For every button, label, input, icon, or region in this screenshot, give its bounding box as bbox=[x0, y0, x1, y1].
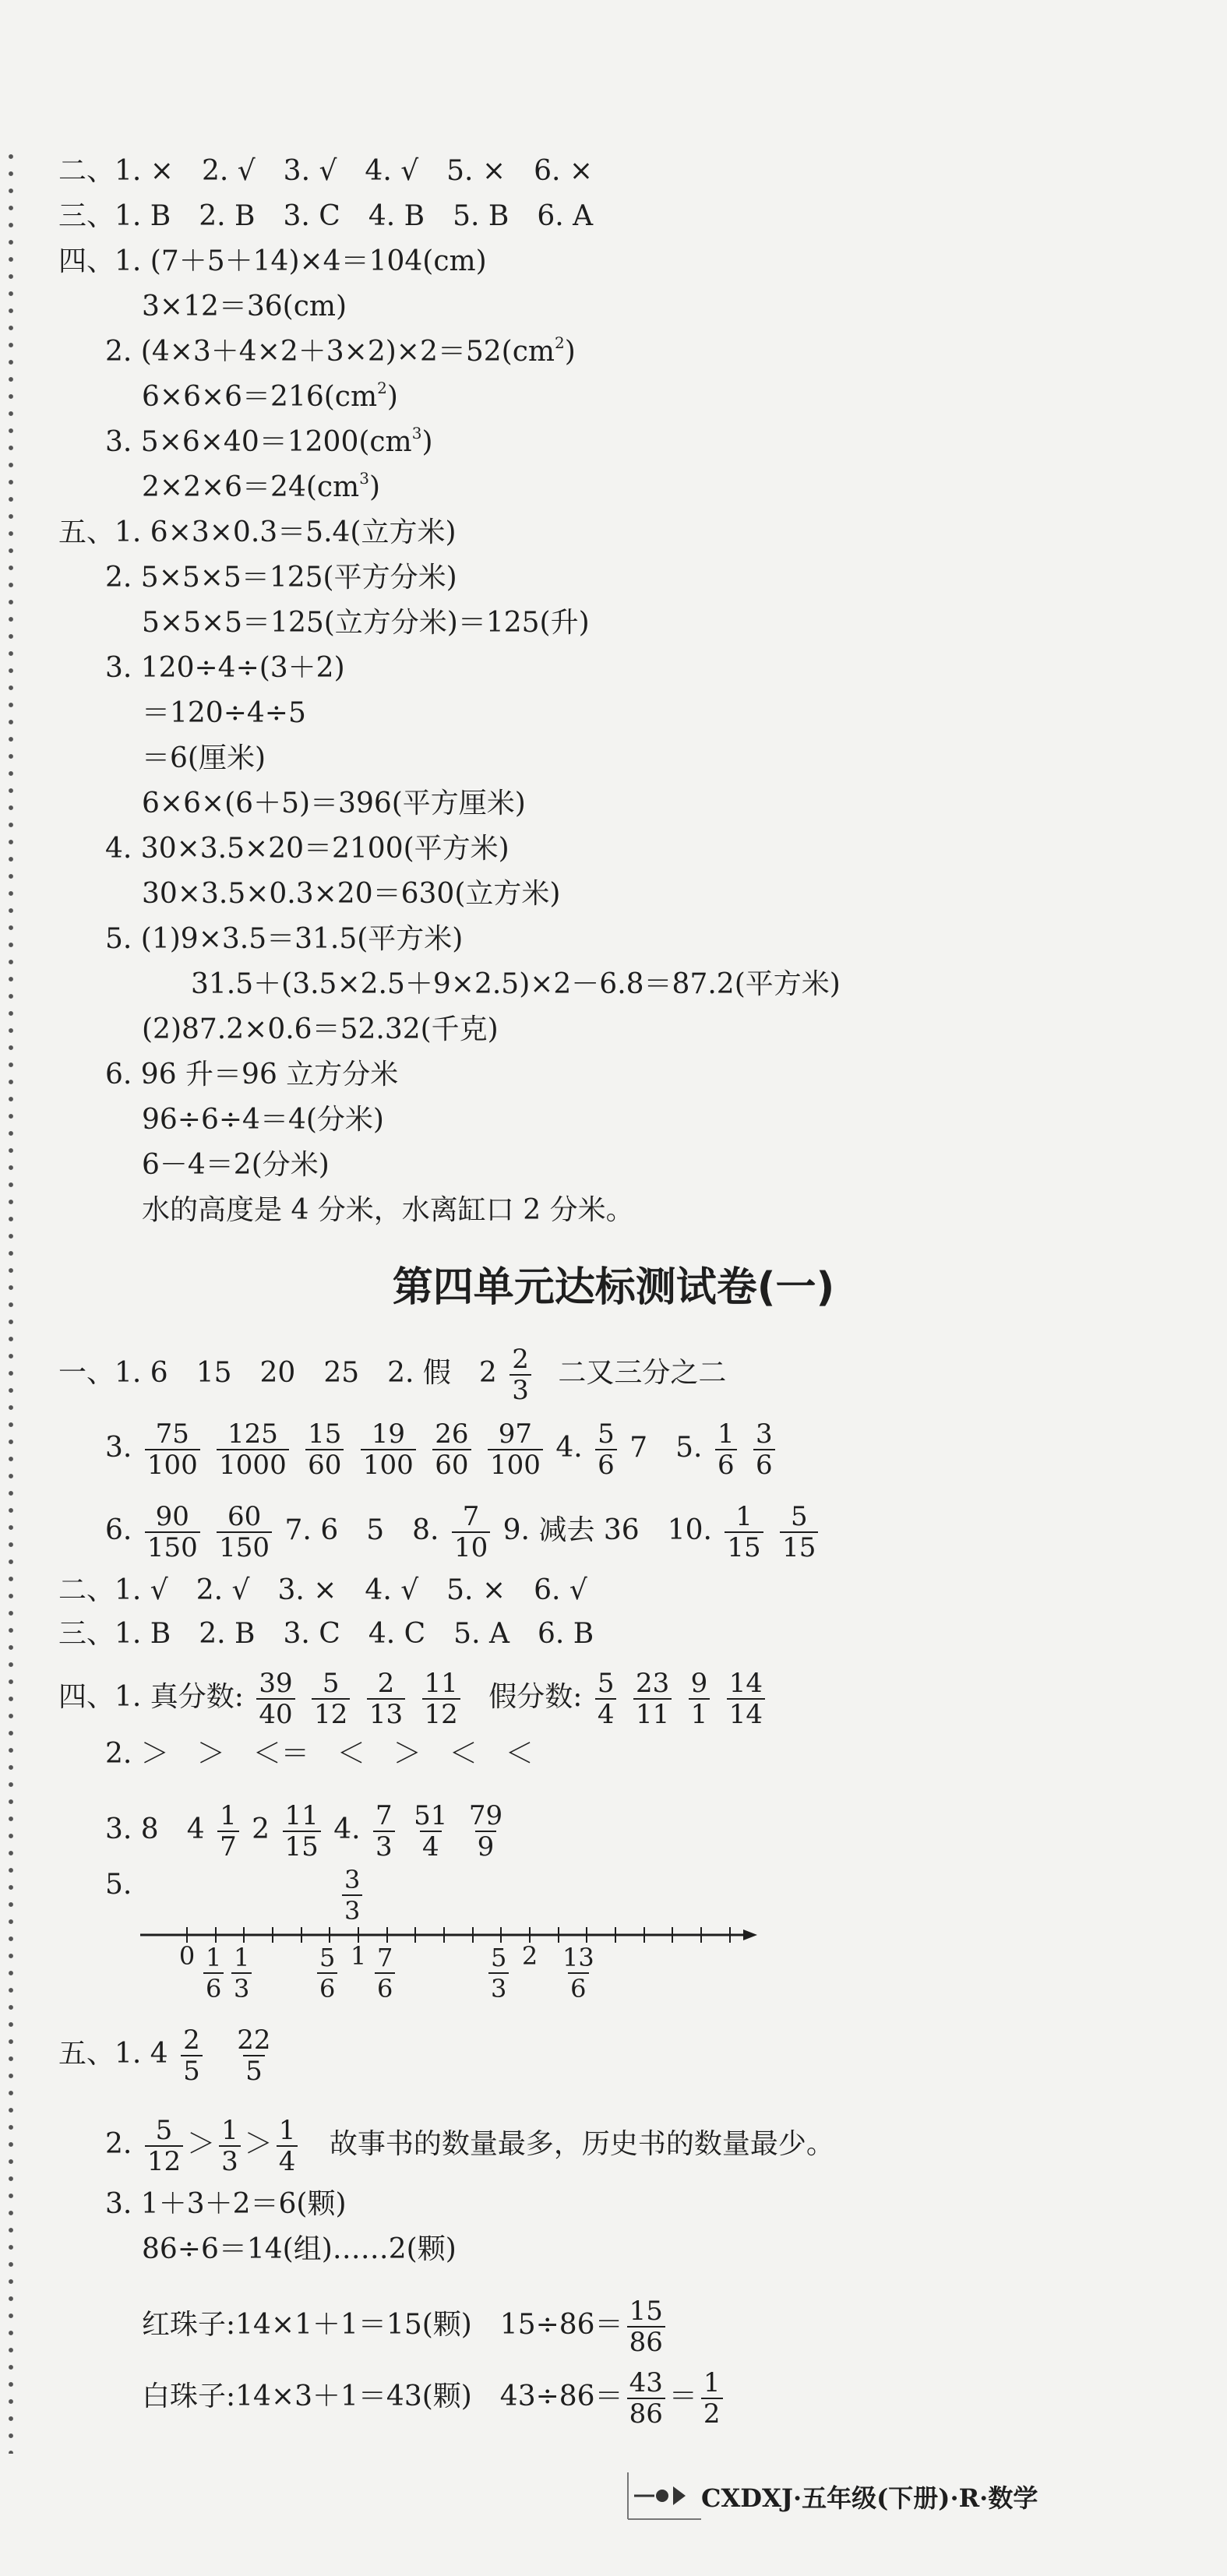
u4-s5-1: 五、1. 4 $\frac{2}{5}$ $\frac{22}{5}$ bbox=[58, 2025, 277, 2086]
fraction: $\frac{43}{86}$ bbox=[627, 2368, 665, 2429]
top-s5-3d: 6×6×(6＋5)＝396(平方厘米) bbox=[142, 788, 526, 819]
top-s5-4a: 4. 30×3.5×20＝2100(平方米) bbox=[105, 833, 509, 865]
top-s4-1a: 四、1. (7＋5＋14)×4＝104(cm) bbox=[58, 245, 487, 277]
u4-line6: 6. $\frac{90}{150}$ $\frac{60}{150}$ 7. 6 5 8. $\frac{7}{10}$ 9. 减去 36 10. $\frac{1}{15}$ $\frac{5}{15}$ bbox=[105, 1502, 822, 1563]
u4-s2: 二、1. √ 2. √ 3. × 4. √ 5. × 6. √ bbox=[58, 1574, 587, 1606]
fraction: $\frac{1}{2}$ bbox=[701, 2368, 723, 2429]
fraction: $\frac{75}{100}$ bbox=[145, 1419, 200, 1480]
label-below: $\frac{5}{6}$ bbox=[317, 1943, 337, 2003]
top-s4-1b: 3×12＝36(cm) bbox=[142, 291, 347, 322]
label-below: $\frac{1}{3}$ bbox=[231, 1943, 252, 2003]
u4-s4-2: 2. ＞ ＞ ＜＝ ＜ ＞ ＜ ＜ bbox=[105, 1738, 534, 1770]
top-s5-4b: 30×3.5×0.3×20＝630(立方米) bbox=[142, 878, 561, 910]
fraction: $\frac{60}{150}$ bbox=[217, 1502, 272, 1563]
fraction: $\frac{7}{3}$ bbox=[373, 1801, 395, 1862]
tick-label-2: 2 bbox=[521, 1941, 538, 1971]
footer-arrow-icon bbox=[623, 2468, 701, 2522]
top-s5-6d: 水的高度是 4 分米，水离缸口 2 分米。 bbox=[142, 1194, 634, 1226]
fraction: $\frac{2}{3}$ bbox=[509, 1344, 531, 1405]
fraction: $\frac{5}{15}$ bbox=[780, 1502, 818, 1563]
page-footer bbox=[623, 2468, 1223, 2522]
label-below: $\frac{5}{3}$ bbox=[488, 1943, 509, 2003]
footer-text: CXDXJ·五年级(下册)·R·数学 bbox=[701, 2483, 1038, 2513]
label-below: $\frac{1}{6}$ bbox=[203, 1943, 224, 2003]
fraction: $\frac{11}{12}$ bbox=[422, 1669, 460, 1729]
u4-s5-3a: 3. 1＋3＋2＝6(颗) bbox=[105, 2188, 347, 2220]
top-s4-2b: $6\times 6\times 6=216(cm^2)$ bbox=[142, 379, 398, 413]
u4-s3: 三、1. B 2. B 3. C 4. C 5. A 6. B bbox=[58, 1618, 594, 1650]
top-s5-5c: (2)87.2×0.6＝52.32(千克) bbox=[142, 1013, 499, 1045]
top-s5-6c: 6－4＝2(分米) bbox=[142, 1149, 330, 1181]
u4-s5-3c: 红珠子:14×1＋1＝15(颗) 15÷86＝ $\frac{15}{86}$ bbox=[142, 2296, 669, 2357]
tick-label-1: 1 bbox=[350, 1941, 367, 1971]
fraction: $\frac{5}{12}$ bbox=[145, 2116, 183, 2176]
fraction: $\frac{125}{1000}$ bbox=[217, 1419, 289, 1480]
top-s5-6b: 96÷6÷4＝4(分米) bbox=[142, 1104, 384, 1136]
fraction: $\frac{2}{5}$ bbox=[181, 2025, 203, 2086]
fraction: $\frac{15}{60}$ bbox=[305, 1419, 344, 1480]
fraction: $\frac{22}{5}$ bbox=[237, 2025, 271, 2087]
top-s2: 二、1. × 2. √ 3. √ 4. √ 5. × 6. × bbox=[58, 155, 594, 187]
u4-line3: 3. $\frac{75}{100}$ $\frac{125}{1000}$ $\frac{15}{60}$ $\frac{19}{100}$ $\frac{26}{60}$ $\frac{97}{100}$ 4. $\frac{5}{6}$ 7 5. $\frac{1}{6}$ $\frac{3}{6}$ bbox=[105, 1419, 779, 1480]
top-s5-3c: ＝6(厘米) bbox=[142, 742, 266, 774]
fraction: $\frac{5}{12}$ bbox=[312, 1669, 350, 1729]
fraction: $\frac{97}{100}$ bbox=[488, 1419, 543, 1480]
fraction: $\frac{5}{4}$ bbox=[595, 1669, 617, 1729]
fraction: $\frac{11}{15}$ bbox=[283, 1801, 321, 1862]
top-s4-3b: $2\times 2\times 6=24(cm^3)$ bbox=[142, 469, 380, 503]
fraction: $\frac{1}{3}$ bbox=[219, 2116, 241, 2176]
section-title: 第四单元达标测试卷(一) bbox=[392, 1264, 835, 1311]
fraction: $\frac{3}{6}$ bbox=[753, 1419, 775, 1480]
fraction: $\frac{5}{6}$ bbox=[595, 1419, 617, 1480]
fraction: $\frac{51}{4}$ bbox=[414, 1800, 448, 1862]
top-s5-6a: 6. 96 升＝96 立方分米 bbox=[105, 1059, 399, 1091]
fraction: $\frac{90}{150}$ bbox=[145, 1502, 200, 1563]
fraction: $\frac{26}{60}$ bbox=[432, 1419, 471, 1480]
top-s4-3a: 3. $5\times 6\times 40=1200(cm^3)$ bbox=[105, 424, 433, 458]
label-below: $\frac{13}{6}$ bbox=[562, 1943, 594, 2003]
u4-s5-3b: 86÷6＝14(组)……2(颗) bbox=[142, 2233, 457, 2265]
fraction: $\frac{9}{1}$ bbox=[689, 1669, 710, 1729]
tick-label-0: 0 bbox=[178, 1941, 196, 1971]
fraction: $\frac{1}{7}$ bbox=[217, 1801, 239, 1862]
u4-s5-2: 2. $\frac{5}{12}$ ＞ $\frac{1}{3}$ ＞ $\frac{1}{4}$ 故事书的数量最多，历史书的数量最少。 bbox=[105, 2115, 834, 2177]
u4-line1: 一、1. 6 15 20 25 2. 假 2 $\frac{2}{3}$ 二又三分之二 bbox=[58, 1344, 727, 1406]
fraction: $\frac{19}{100}$ bbox=[361, 1419, 416, 1480]
top-s5-2b: 5×5×5＝125(立方分米)＝125(升) bbox=[142, 607, 590, 639]
fraction: $\frac{1}{15}$ bbox=[725, 1502, 763, 1563]
label-below: $\frac{7}{6}$ bbox=[375, 1943, 395, 2003]
fraction: $\frac{2}{13}$ bbox=[367, 1669, 405, 1729]
top-s5-3a: 3. 120÷4÷(3＋2) bbox=[105, 652, 345, 684]
top-s3: 三、1. B 2. B 3. C 4. B 5. B 6. A bbox=[58, 200, 594, 232]
u4-s4-5: 5. bbox=[105, 1869, 132, 1901]
u4-s4-3: 3. 8 4 $\frac{1}{7}$ 2 $\frac{11}{15}$ 4. $\frac{7}{3}$ $\frac{51}{4}$ $\frac{79}{9}$ bbox=[105, 1801, 509, 1862]
top-s4-2a: 2. $(4\times 3+4\times 2+3\times 2)\times 2=52(cm^2)$ bbox=[105, 333, 576, 368]
u4-s4-1: 四、1. 真分数: $\frac{39}{40}$ $\frac{5}{12}$ $\frac{2}{13}$ $\frac{11}{12}$ 假分数: $\frac{5}{4}$ $\frac{23}{11}$ $\frac{9}{1}$ $\frac{14}{14}$ bbox=[58, 1669, 769, 1729]
top-s5-3b: ＝120÷4÷5 bbox=[142, 697, 306, 729]
top-s5-2a: 2. 5×5×5＝125(平方分米) bbox=[105, 562, 457, 594]
u4-s5-3d: 白珠子:14×3＋1＝43(颗) 43÷86＝ $\frac{43}{86}$ ＝ $\frac{1}{2}$ bbox=[142, 2368, 727, 2429]
fraction: $\frac{23}{11}$ bbox=[633, 1669, 672, 1729]
fraction: $\frac{7}{10}$ bbox=[452, 1502, 490, 1563]
number-line bbox=[140, 1865, 763, 2010]
fraction: $\frac{1}{6}$ bbox=[715, 1419, 737, 1480]
fraction: $\frac{39}{40}$ bbox=[256, 1669, 294, 1729]
fraction: $\frac{15}{86}$ bbox=[627, 2296, 665, 2357]
top-s5-1: 五、1. 6×3×0.3＝5.4(立方米) bbox=[58, 516, 457, 548]
top-s5-5b: 31.5＋(3.5×2.5＋9×2.5)×2－6.8＝87.2(平方米) bbox=[191, 968, 841, 1000]
fraction: $\frac{14}{14}$ bbox=[727, 1669, 765, 1729]
top-s5-5a: 5. (1)9×3.5＝31.5(平方米) bbox=[105, 923, 464, 955]
label-above: $\frac{3}{3}$ bbox=[342, 1865, 362, 1926]
fraction: $\frac{1}{4}$ bbox=[277, 2116, 298, 2176]
fraction: $\frac{79}{9}$ bbox=[468, 1800, 503, 1862]
